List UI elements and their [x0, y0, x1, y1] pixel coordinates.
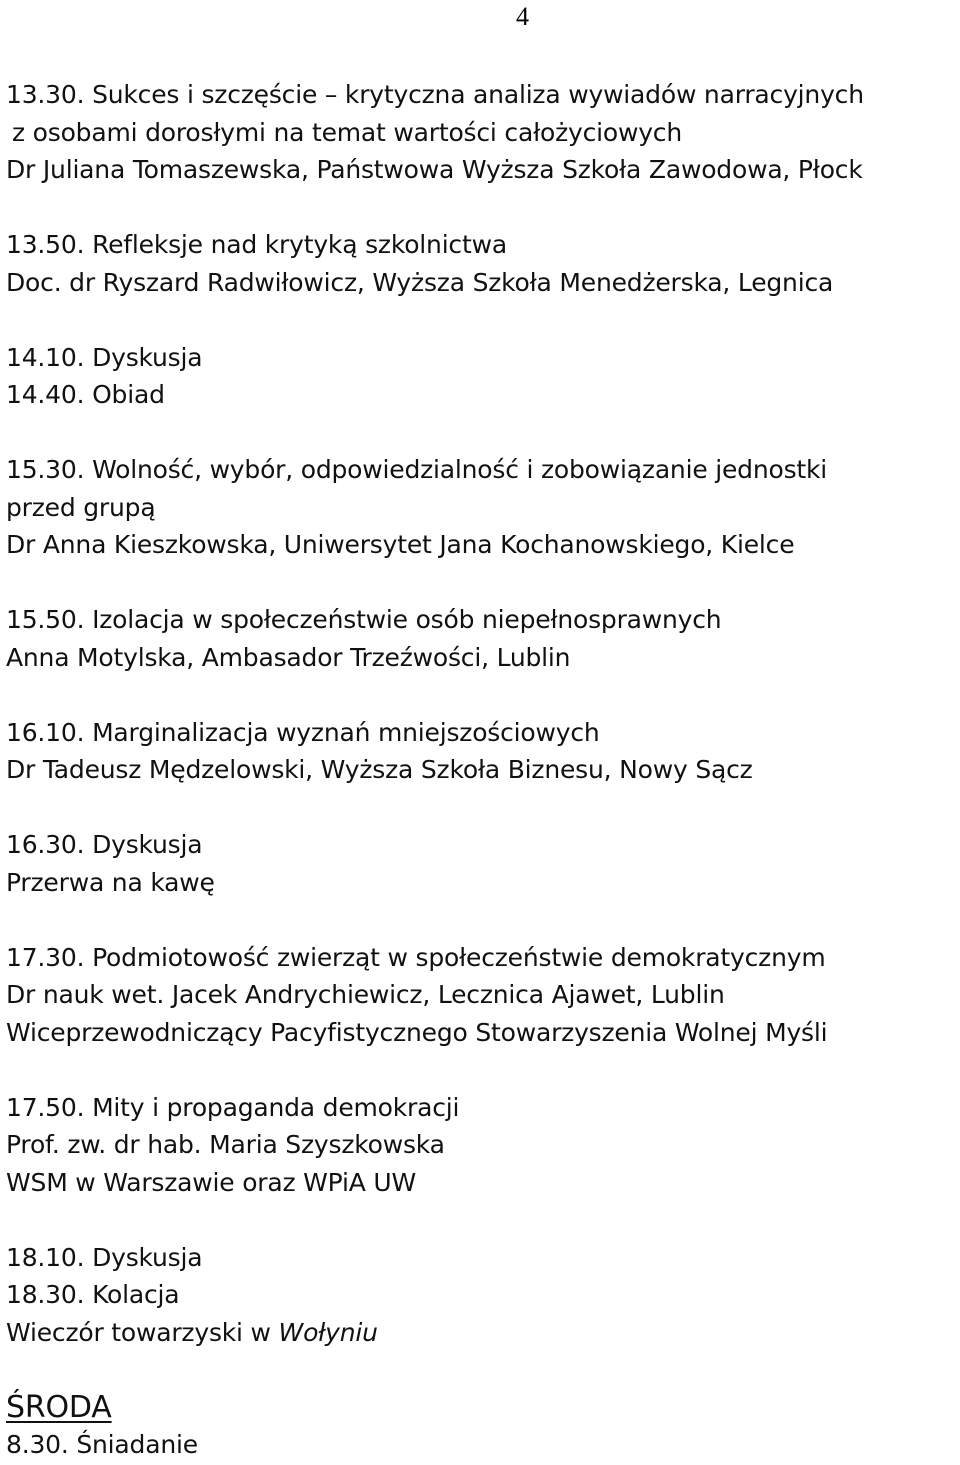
speaker-line: Prof. zw. dr hab. Maria Szyszkowska — [6, 1130, 445, 1159]
session-title: 15.30. Wolność, wybór, odpowiedzialność i zobowiązanie jednostki — [6, 455, 828, 484]
session-title: 16.10. Marginalizacja wyznań mniejszościowych — [6, 717, 600, 747]
session-block — [6, 939, 952, 1052]
speaker-role-line: Wiceprzewodniczący Pacyfistycznego Stowarzyszenia Wolnej Myśli — [6, 1017, 828, 1047]
session-title: 13.50. Refleksje nad krytyką szkolnictwa — [6, 230, 507, 259]
session-block — [6, 601, 952, 676]
program-schedule — [6, 76, 952, 1464]
session-title: 15.50. Izolacja w społeczeństwie osób niepełnosprawnych — [6, 605, 722, 634]
speaker-line: Dr nauk wet. Jacek Andrychiewicz, Lecznica Ajawet, Lublin — [6, 980, 725, 1009]
session-block — [6, 451, 952, 564]
evening-event-place: Wołyniu — [278, 1317, 378, 1347]
speaker-line: Dr Anna Kieszkowska, Uniwersytet Jana Kochanowskiego, Kielce — [6, 530, 795, 559]
session-title: 17.50. Mity i propaganda demokracji — [6, 1092, 460, 1122]
session-block — [6, 714, 952, 789]
day-block — [6, 1389, 952, 1464]
session-block — [6, 1239, 952, 1352]
speaker-line: Doc. dr Ryszard Radwiłowicz, Wyższa Szkoła Menedżerska, Legnica — [6, 267, 834, 297]
session-title-continued: przed grupą — [6, 492, 156, 522]
evening-event-line — [6, 1314, 952, 1352]
page-number: 4 — [516, 2, 529, 31]
session-title: 17.30. Podmiotowość zwierząt w społeczeństwie demokratycznym — [6, 942, 826, 972]
session-block — [6, 826, 952, 901]
session-title: 13.30. Sukces i szczęście – krytyczna analiza wywiadów narracyjnych — [6, 80, 864, 109]
breakfast-line: 8.30. Śniadanie — [6, 1430, 198, 1459]
session-block — [6, 226, 952, 301]
session-block — [6, 76, 952, 189]
dinner-line: 18.30. Kolacja — [6, 1280, 180, 1309]
session-block — [6, 339, 952, 414]
discussion-line: 18.10. Dyskusja — [6, 1242, 203, 1272]
coffee-break-line: Przerwa na kawę — [6, 867, 215, 897]
speaker-line: Dr Tadeusz Mędzelowski, Wyższa Szkoła Biznesu, Nowy Sącz — [6, 755, 753, 784]
lunch-line: 14.40. Obiad — [6, 380, 165, 409]
discussion-line: 14.10. Dyskusja — [6, 342, 203, 372]
discussion-line: 16.30. Dyskusja — [6, 830, 203, 859]
speaker-line: Anna Motylska, Ambasador Trzeźwości, Lublin — [6, 642, 571, 672]
day-heading: ŚRODA — [6, 1389, 112, 1425]
speaker-line: Dr Juliana Tomaszewska, Państwowa Wyższa Szkoła Zawodowa, Płock — [6, 155, 863, 184]
evening-event-text: Wieczór towarzyski w — [6, 1317, 279, 1347]
speaker-affiliation-line: WSM w Warszawie oraz WPiA UW — [6, 1167, 417, 1197]
session-title-continued: z osobami dorosłymi na temat wartości całożyciowych — [12, 117, 683, 147]
session-block — [6, 1089, 952, 1202]
